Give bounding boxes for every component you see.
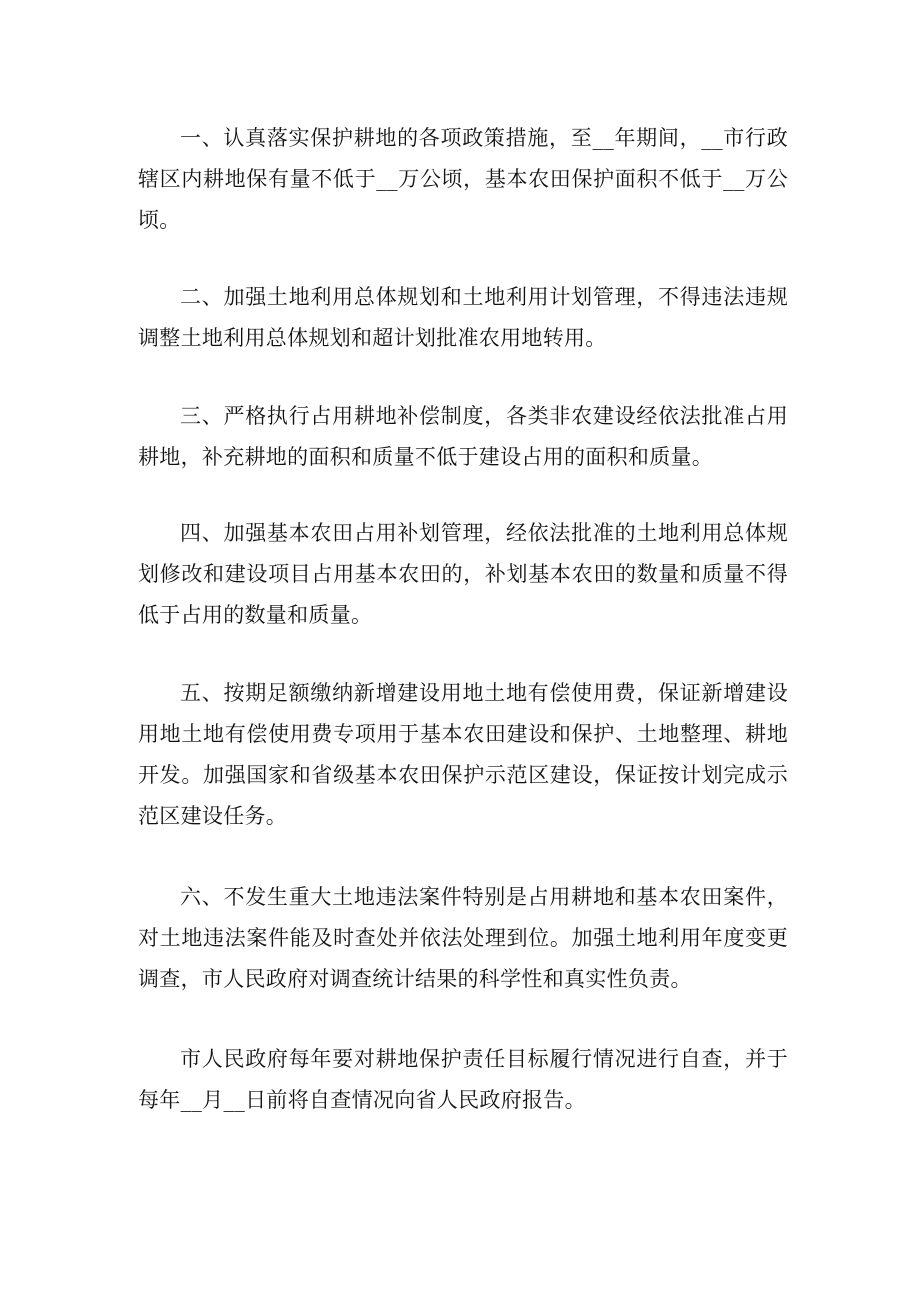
paragraph-4: 四、加强基本农田占用补划管理，经依法批准的土地利用总体规划修改和建设项目占用基本农田的，补划基本农田的数量和质量不得低于占用的数量和质量。 [138,521,788,627]
paragraph-2: 二、加强土地利用总体规划和土地利用计划管理，不得违法违规调整土地利用总体规划和超计划批准农用地转用。 [138,285,788,350]
paragraph-1: 一、认真落实保护耕地的各项政策措施，至__年期间，__市行政辖区内耕地保有量不低于__万公顷，基本农田保护面积不低于__万公顷。 [138,126,788,232]
paragraph-5: 五、按期足额缴纳新增建设用地土地有偿使用费，保证新增建设用地土地有偿使用费专项用于基本农田建设和保护、土地整理、耕地开发。加强国家和省级基本农田保护示范区建设，保证按计划完成示范区建设任务。 [138,681,788,828]
paragraph-6: 六、不发生重大土地违法案件特别是占用耕地和基本农田案件，对土地违法案件能及时查处并依法处理到位。加强土地利用年度变更调查，市人民政府对调查统计结果的科学性和真实性负责。 [138,885,788,991]
paragraph-7: 市人民政府每年要对耕地保护责任目标履行情况进行自查，并于每年__月__日前将自查情况向省人民政府报告。 [138,1047,788,1112]
paragraph-3: 三、严格执行占用耕地补偿制度，各类非农建设经依法批准占用耕地，补充耕地的面积和质量不低于建设占用的面积和质量。 [138,404,788,469]
